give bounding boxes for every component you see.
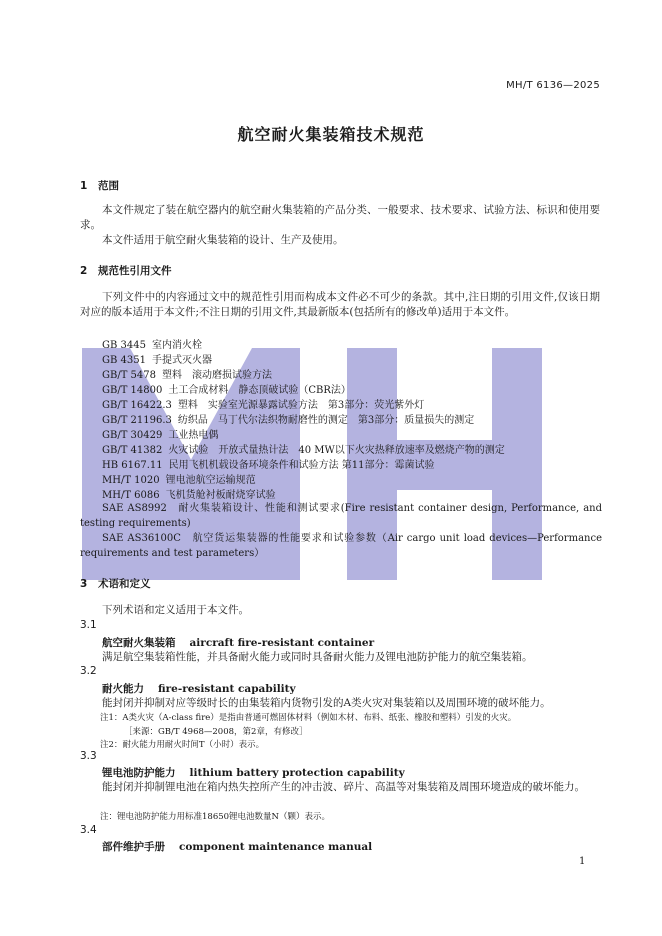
- term-heading: [102, 635, 374, 650]
- section-number: 3: [80, 578, 88, 590]
- reference-item-sae-as36100c: SAE AS36100C 航空货运集装器的性能要求和试验参数（Air cargo unit load devices—Performance requirements and test parameters）: [80, 533, 602, 559]
- section-title: 术语和定义: [98, 578, 151, 590]
- reference-item: [102, 471, 256, 486]
- term-heading: [102, 681, 296, 696]
- term-zh: 锂电池防护能力: [102, 767, 176, 779]
- reference-item: [102, 441, 505, 456]
- reference-title: 塑料 滚动磨损试验方法: [162, 370, 273, 381]
- term-number: 3.4: [80, 824, 97, 836]
- term-note-2: 注2：耐火能力用耐火时间T（小时）表示。: [100, 740, 265, 750]
- term-number: 3.1: [80, 619, 97, 631]
- reference-item: [102, 396, 424, 411]
- reference-title: 土工合成材料 静态顶破试验（CBR法）: [168, 385, 351, 396]
- page-number: 1: [579, 856, 586, 867]
- reference-item: [102, 486, 276, 501]
- document-title: 航空耐火集装箱技术规范: [237, 125, 425, 144]
- reference-code: GB/T 21196.3: [102, 415, 172, 426]
- term-definition: 能封闭并抑制锂电池在箱内热失控所产生的冲击波、碎片、高温等对集装箱及周围环境造成的破坏能力。: [102, 781, 585, 793]
- term-zh: 耐火能力: [102, 683, 144, 695]
- reference-item: [102, 351, 212, 366]
- term-number: 3.2: [80, 665, 97, 677]
- reference-title: 飞机货舱衬板耐烧穿试验: [165, 490, 276, 501]
- section-3-heading: [80, 576, 151, 591]
- term-note-source: ［来源：GB/T 4968—2008，第2章，有修改］: [124, 727, 308, 737]
- section-2-heading: [80, 263, 172, 278]
- reference-code: GB/T 14800: [102, 385, 163, 396]
- term-en: fire-resistant capability: [158, 683, 296, 695]
- reference-title: 室内消火栓: [151, 340, 202, 351]
- section-title: 规范性引用文件: [98, 265, 172, 277]
- reference-title: 民用飞机机载设备环境条件和试验方法 第11部分：霉菌试验: [168, 460, 435, 471]
- term-note: 注：锂电池防护能力用标准18650锂电池数量N（颗）表示。: [100, 812, 330, 822]
- section-1-heading: [80, 178, 119, 193]
- term-zh: 部件维护手册: [102, 841, 165, 853]
- reference-item-sae-as8992: SAE AS8992 耐火集装箱设计、性能和测试要求(Fire resistant container design, Performance, and testing requirements): [80, 503, 602, 529]
- scope-paragraph-2: 本文件适用于航空耐火集装箱的设计、生产及使用。: [102, 234, 344, 246]
- reference-code: GB 3445: [102, 340, 146, 351]
- term-note-1: 注1：A类火灾（A-class fire）是指由普通可燃固体材料（例如木材、布料、纸张、橡胶和塑料）引发的火灾。: [100, 713, 517, 723]
- term-en: lithium battery protection capability: [189, 767, 405, 779]
- section-number: 1: [80, 180, 88, 192]
- reference-item: [102, 426, 218, 441]
- reference-code: GB 4351: [102, 355, 146, 366]
- section-number: 2: [80, 265, 88, 277]
- term-number: 3.3: [80, 750, 97, 762]
- reference-item: [102, 381, 351, 396]
- reference-code: GB/T 5478: [102, 370, 157, 381]
- reference-code: HB 6167.11: [102, 460, 163, 471]
- reference-code: MH/T 6086: [102, 490, 160, 501]
- reference-title: 纺织品 马丁代尔法织物耐磨性的测定 第3部分：质量损失的测定: [177, 415, 475, 426]
- reference-item: [102, 456, 435, 471]
- term-en: aircraft fire-resistant container: [189, 637, 375, 649]
- reference-title: 工业热电偶: [168, 430, 219, 441]
- reference-code: MH/T 1020: [102, 475, 160, 486]
- term-definition: 满足航空集装箱性能，并具备耐火能力或同时具备耐火能力及锂电池防护能力的航空集装箱。: [102, 651, 533, 663]
- reference-title: 塑料 实验室光源暴露试验方法 第3部分：荧光紫外灯: [177, 400, 425, 411]
- reference-item: [102, 411, 474, 426]
- reference-item: [102, 336, 202, 351]
- scope-paragraph-1: 本文件规定了装在航空器内的航空耐火集装箱的产品分类、一般要求、技术要求、试验方法、标识和使用要求。: [80, 204, 600, 231]
- term-heading: [102, 839, 372, 854]
- reference-title: 锂电池航空运输规范: [165, 475, 256, 486]
- reference-code: GB/T 30429: [102, 430, 163, 441]
- document-code: MH/T 6136—2025: [506, 80, 600, 91]
- section-title: 范围: [98, 180, 119, 192]
- term-heading: [102, 765, 405, 780]
- reference-title: 火灾试验 开放式量热计法 40 MW以下火灾热释放速率及燃烧产物的测定: [168, 445, 505, 456]
- term-zh: 航空耐火集装箱: [102, 637, 176, 649]
- reference-code: GB/T 41382: [102, 445, 163, 456]
- reference-title: 手提式灭火器: [151, 355, 212, 366]
- term-en: component maintenance manual: [179, 841, 373, 853]
- normative-refs-intro: 下列文件中的内容通过文中的规范性引用而构成本文件必不可少的条款。其中,注日期的引用文件,仅该日期对应的版本适用于本文件;不注日期的引用文件,其最新版本(包括所有的修改单)适用于本文件。: [80, 291, 600, 318]
- terms-intro: 下列术语和定义适用于本文件。: [102, 604, 249, 616]
- reference-item: [102, 366, 272, 381]
- reference-code: GB/T 16422.3: [102, 400, 172, 411]
- term-definition: 能封闭并抑制对应等级时长的由集装箱内货物引发的A类火灾对集装箱以及周围环境的破坏能力。: [102, 697, 551, 709]
